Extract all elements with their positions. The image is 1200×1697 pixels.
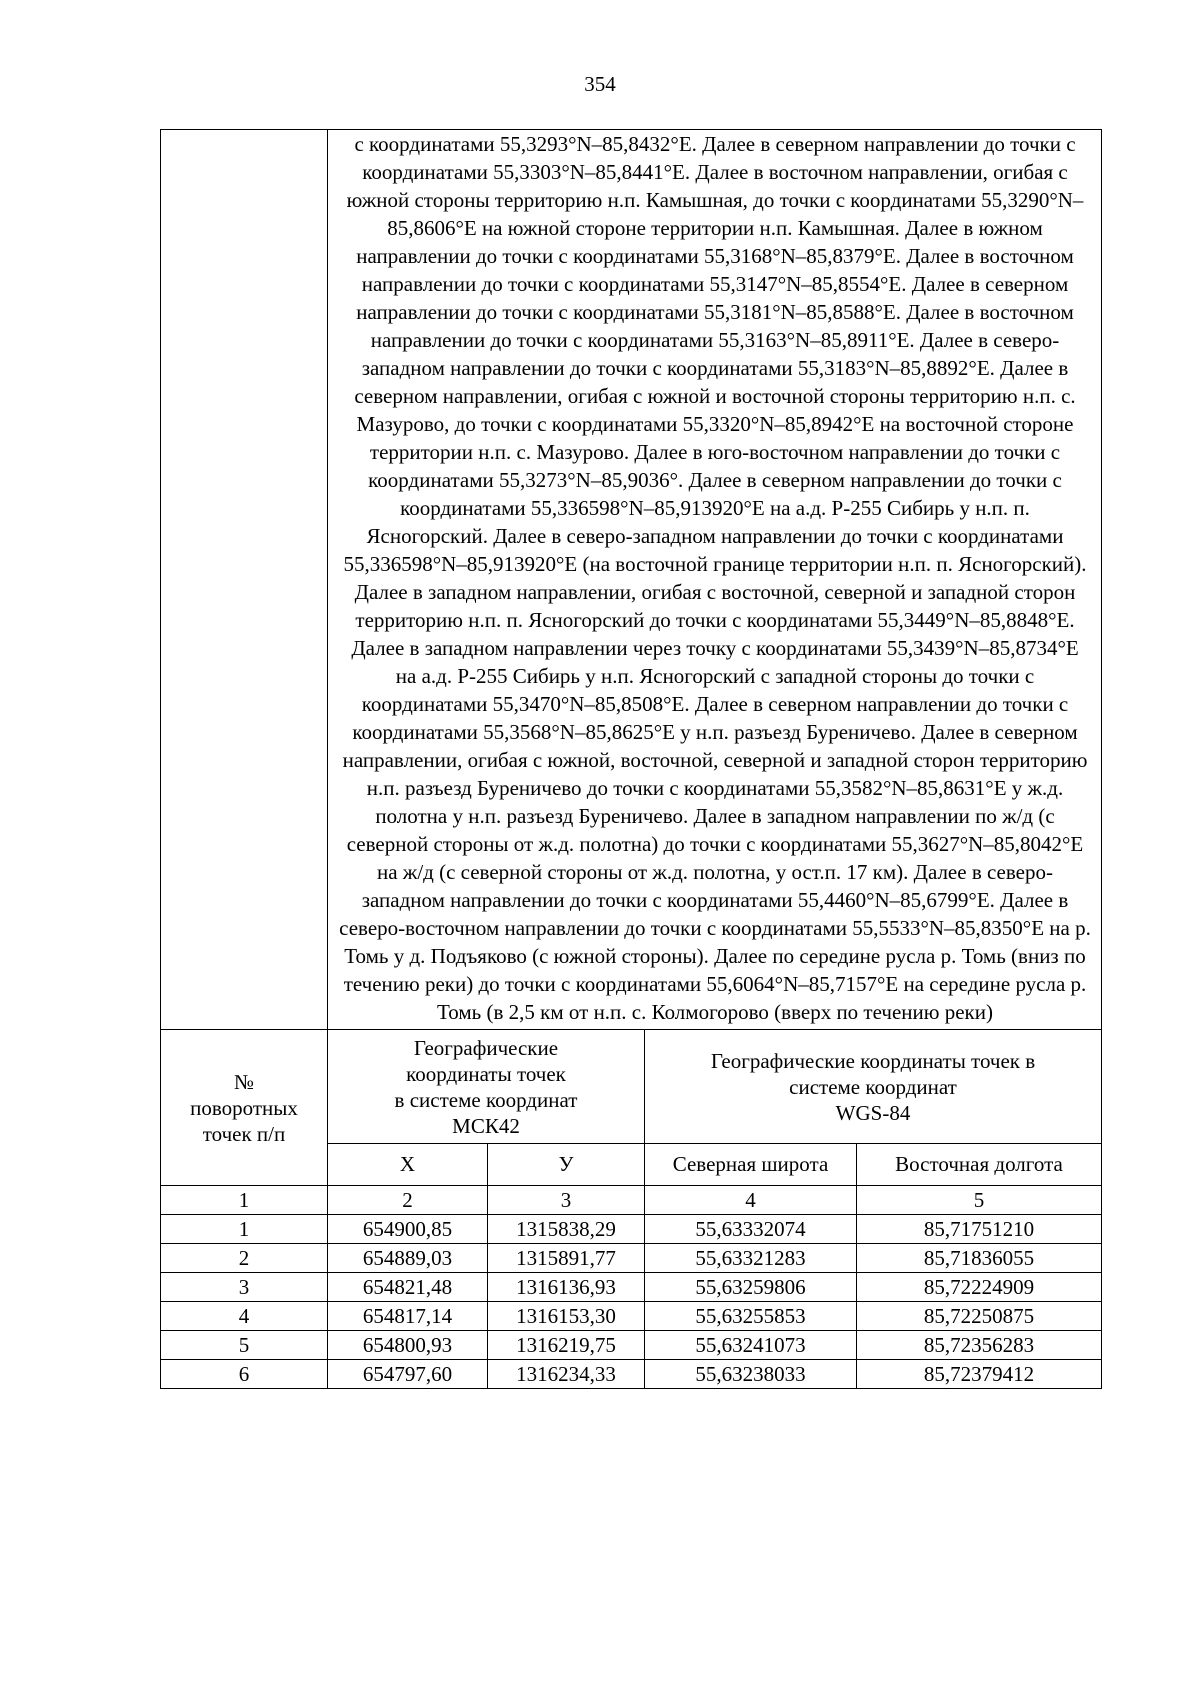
description-empty-cell bbox=[161, 130, 328, 1030]
header-msk42: Географические координаты точек в системе координат МСК42 bbox=[328, 1030, 645, 1144]
wgs-longitude: 85,72379412 bbox=[857, 1360, 1102, 1389]
table-row bbox=[161, 1215, 1102, 1244]
msk-x: 654821,48 bbox=[328, 1273, 488, 1302]
table-row bbox=[161, 1244, 1102, 1273]
header-latitude: Северная широта bbox=[645, 1144, 857, 1186]
point-number: 5 bbox=[161, 1331, 328, 1360]
wgs-latitude: 55,63238033 bbox=[645, 1360, 857, 1389]
msk-y: 1316234,33 bbox=[488, 1360, 645, 1389]
table-row bbox=[161, 1273, 1102, 1302]
column-number: 2 bbox=[328, 1186, 488, 1215]
wgs-latitude: 55,63241073 bbox=[645, 1331, 857, 1360]
wgs-latitude: 55,63332074 bbox=[645, 1215, 857, 1244]
wgs-latitude: 55,63321283 bbox=[645, 1244, 857, 1273]
msk-y: 1316136,93 bbox=[488, 1273, 645, 1302]
column-number-row bbox=[161, 1186, 1102, 1215]
header-longitude: Восточная долгота bbox=[857, 1144, 1102, 1186]
header-x: Х bbox=[328, 1144, 488, 1186]
msk-x: 654900,85 bbox=[328, 1215, 488, 1244]
header-point-number: № поворотных точек п/п bbox=[161, 1030, 328, 1186]
page-number: 354 bbox=[584, 72, 616, 96]
msk-x: 654797,60 bbox=[328, 1360, 488, 1389]
boundary-table bbox=[160, 129, 1102, 1389]
table-row bbox=[161, 1360, 1102, 1389]
description-row bbox=[161, 130, 1102, 1030]
msk-x: 654889,03 bbox=[328, 1244, 488, 1273]
point-number: 6 bbox=[161, 1360, 328, 1389]
wgs-longitude: 85,72250875 bbox=[857, 1302, 1102, 1331]
point-number: 4 bbox=[161, 1302, 328, 1331]
table-row bbox=[161, 1302, 1102, 1331]
wgs-longitude: 85,72356283 bbox=[857, 1331, 1102, 1360]
msk-y: 1315838,29 bbox=[488, 1215, 645, 1244]
header-y: У bbox=[488, 1144, 645, 1186]
msk-x: 654817,14 bbox=[328, 1302, 488, 1331]
table-row bbox=[161, 1331, 1102, 1360]
column-number: 1 bbox=[161, 1186, 328, 1215]
boundary-description: с координатами 55,3293°N–85,8432°E. Далее в северном направлении до точки с координатами 55,3303°N–85,8441°E. Далее в восточном направлении, огибая с южной стороны территорию н.п. Камышная, до точки с координатами 55,3290°N–85,8606°E на южной стороне территории н.п. Камышная. Далее в южном направлении до точки с координатами 55,3168°N–85,8379°E. Далее в восточном направлении до точки с координатами 55,3147°N–85,8554°E. Далее в северном направлении до точки с координатами 55,3181°N–85,8588°E. Далее в восточном направлении до точки с координатами 55,3163°N–85,8911°E. Далее в северо-западном направлении до точки с координатами 55,3183°N–85,8892°E. Далее в северном направлении, огибая с южной и восточной стороны территорию н.п. с. Мазурово, до точки с координатами 55,3320°N–85,8942°E на восточной стороне территории н.п. с. Мазурово. Далее в юго-восточном направлении до точки с координатами 55,3273°N–85,9036°. Далее в северном направлении до точки с координатами 55,336598°N–85,913920°E на а.д. Р-255 Сибирь у н.п. п. Ясногорский. Далее в северо-западном направлении до точки с координатами 55,336598°N–85,913920°E (на восточной границе территории н.п. п. Ясногорский). Далее в западном направлении, огибая с восточной, северной и западной сторон территорию н.п. п. Ясногорский до точки с координатами 55,3449°N–85,8848°E. Далее в западном направлении через точку с координатами 55,3439°N–85,8734°E на а.д. Р-255 Сибирь у н.п. Ясногорский с западной стороны до точки с координатами 55,3470°N–85,8508°E. Далее в северном направлении до точки с координатами 55,3568°N–85,8625°E у н.п. разъезд Буреничево. Далее в северном направлении, огибая с южной, восточной, северной и западной сторон территорию н.п. разъезд Буреничево до точки с координатами 55,3582°N–85,8631°E у ж.д. полотна у н.п. разъезд Буреничево. Далее в западном направлении по ж/д (с северной стороны от ж.д. полотна) до точки с координатами 55,3627°N–85,8042°E на ж/д (с северной стороны от ж.д. полотна, у ост.п. 17 км). Далее в северо-западном направлении до точки с координатами 55,4460°N–85,6799°E. Далее в северо-восточном направлении до точки с координатами 55,5533°N–85,8350°E на р. Томь у д. Подъяково (с южной стороны). Далее по середине русла р. Томь (вниз по течению реки) до точки с координатами 55,6064°N–85,7157°E на середине русла р. Томь (в 2,5 км от н.п. с. Колмогорово (вверх по течению реки) bbox=[328, 130, 1102, 1030]
point-number: 2 bbox=[161, 1244, 328, 1273]
column-number: 3 bbox=[488, 1186, 645, 1215]
wgs-latitude: 55,63255853 bbox=[645, 1302, 857, 1331]
point-number: 3 bbox=[161, 1273, 328, 1302]
wgs-latitude: 55,63259806 bbox=[645, 1273, 857, 1302]
wgs-longitude: 85,72224909 bbox=[857, 1273, 1102, 1302]
msk-x: 654800,93 bbox=[328, 1331, 488, 1360]
header-wgs84: Географические координаты точек в системе координат WGS-84 bbox=[645, 1030, 1102, 1144]
wgs-longitude: 85,71836055 bbox=[857, 1244, 1102, 1273]
msk-y: 1315891,77 bbox=[488, 1244, 645, 1273]
wgs-longitude: 85,71751210 bbox=[857, 1215, 1102, 1244]
column-number: 5 bbox=[857, 1186, 1102, 1215]
column-number: 4 bbox=[645, 1186, 857, 1215]
point-number: 1 bbox=[161, 1215, 328, 1244]
msk-y: 1316219,75 bbox=[488, 1331, 645, 1360]
msk-y: 1316153,30 bbox=[488, 1302, 645, 1331]
header-row bbox=[161, 1030, 1102, 1144]
